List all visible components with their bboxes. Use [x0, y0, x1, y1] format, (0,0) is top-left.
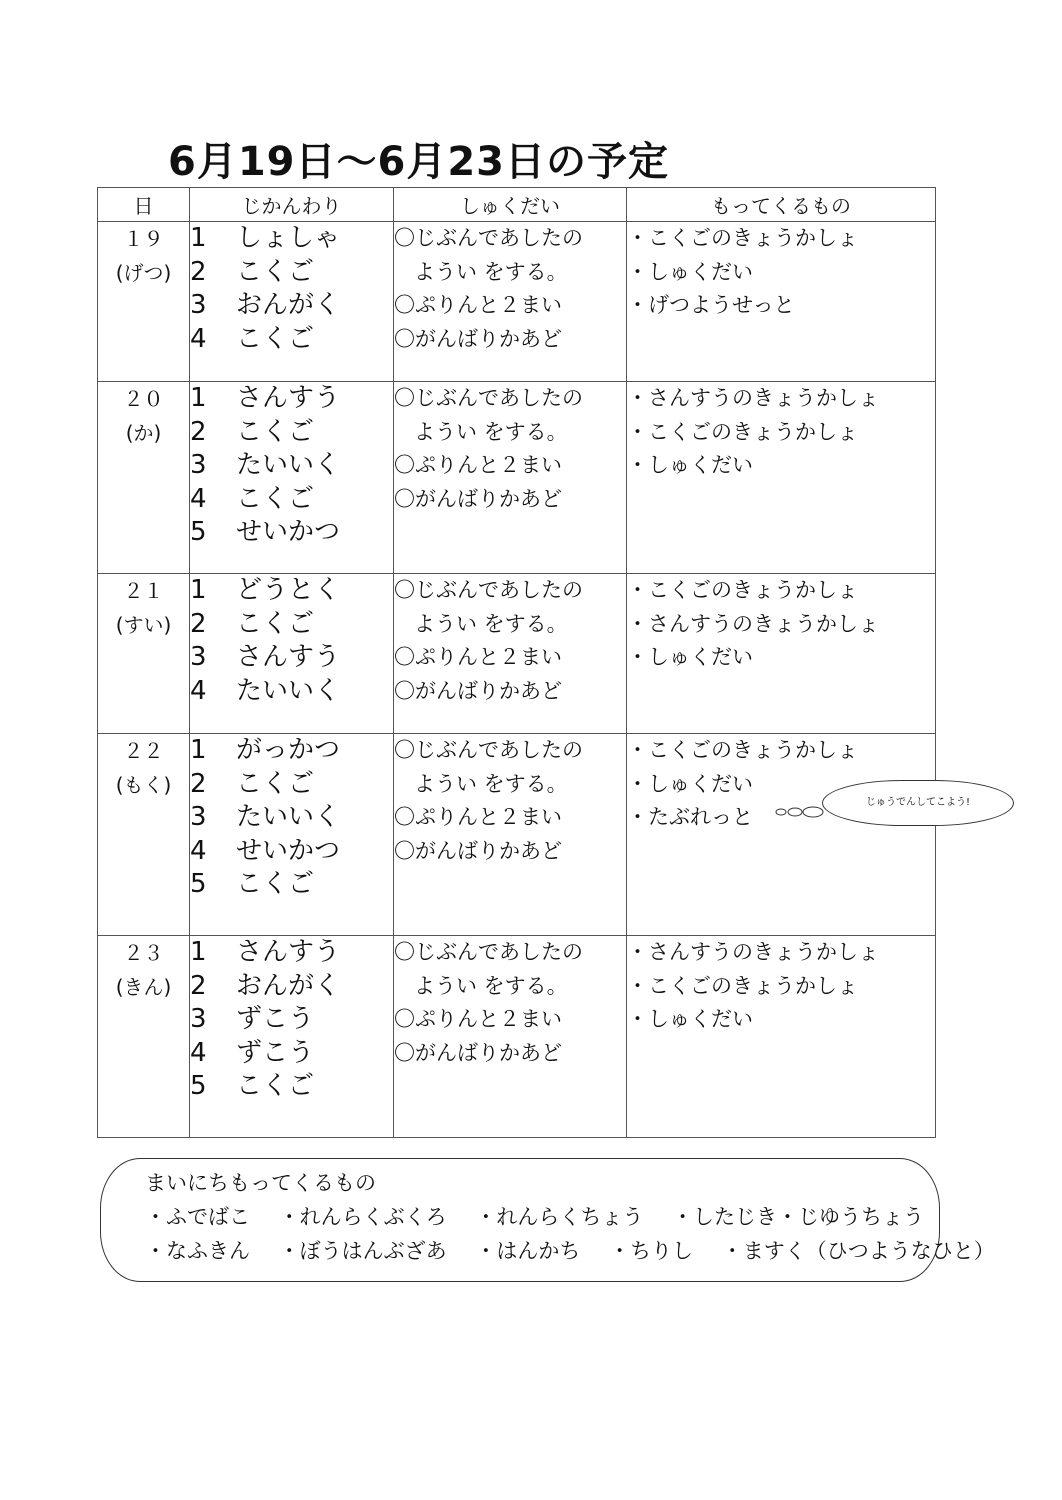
period-number: 4: [190, 323, 207, 354]
homework-item: 〇じぶんであしたの: [394, 578, 583, 602]
period-number: 3: [190, 802, 207, 832]
page-title: 6月19日～6月23日の予定: [168, 139, 669, 185]
homework-item: ようい をする。: [414, 419, 568, 444]
weekday-label: (か): [125, 421, 162, 445]
bring-item: ・さんすうのきょうかしょ: [627, 386, 879, 410]
bring-item: ・さんすうのきょうかしょ: [627, 611, 879, 636]
period-number: 2: [190, 608, 207, 639]
bring-item: ・こくごのきょうかしょ: [627, 226, 858, 250]
periods-cell: [190, 222, 394, 382]
period-subject: さんすう: [236, 937, 341, 967]
weekday-label: (もく): [115, 773, 172, 797]
period-subject: せいかつ: [236, 517, 341, 547]
bring-item: ・しゅくだい: [627, 645, 753, 669]
bring-cell: [627, 936, 936, 1138]
homework-item: 〇がんばりかあど: [394, 1040, 562, 1065]
period-subject: たいいく: [236, 675, 341, 706]
period-subject: こくご: [236, 1071, 315, 1101]
period-subject: こくご: [236, 608, 315, 639]
homework-item: 〇じぶんであしたの: [394, 226, 583, 250]
period-subject: こくご: [236, 768, 315, 799]
homework-item: 〇がんばりかあど: [394, 838, 562, 863]
homework-item: ようい をする。: [414, 771, 568, 796]
period-number: 2: [190, 416, 207, 447]
bubble-tail-icon: [775, 806, 825, 818]
period-item: [190, 1037, 393, 1071]
period-item: [190, 835, 393, 869]
bring-item: ・たぶれっと: [627, 805, 753, 829]
daily-item: ・れんらくぶくろ: [278, 1205, 447, 1229]
period-item: [190, 574, 393, 608]
period-subject: こくご: [236, 869, 315, 899]
period-item: [190, 483, 393, 517]
period-item: [190, 970, 393, 1004]
period-item: [190, 1070, 393, 1104]
date-number: ２３: [123, 941, 164, 965]
period-subject: こくご: [236, 323, 315, 354]
period-item: [190, 675, 393, 709]
daily-item: ・ちりし: [609, 1239, 694, 1263]
period-number: 5: [190, 1071, 207, 1101]
period-subject: たいいく: [236, 802, 341, 832]
period-subject: せいかつ: [236, 835, 341, 866]
bring-item: ・げつようせっと: [627, 293, 795, 317]
daily-line-2: [145, 1235, 1017, 1265]
bring-cell: [627, 382, 936, 574]
homework-item: 〇じぶんであしたの: [394, 738, 583, 762]
period-number: 4: [190, 675, 207, 706]
period-subject: どうとく: [236, 575, 341, 605]
date-number: １９: [123, 227, 164, 251]
daily-item: ・ますく（ひつようなひと）: [721, 1239, 995, 1263]
period-item: [190, 608, 393, 642]
header-homework: しゅくだい: [394, 188, 627, 222]
period-subject: さんすう: [236, 383, 341, 413]
table-row: [98, 382, 936, 574]
period-number: 4: [190, 483, 207, 514]
period-subject: こくご: [236, 256, 315, 287]
period-item: [190, 801, 393, 835]
daily-item: ・ぼうはんぶざあ: [278, 1239, 447, 1263]
daily-line-1: [145, 1201, 946, 1231]
period-number: 1: [190, 735, 207, 765]
homework-item: 〇ぷりんと２まい: [394, 453, 562, 477]
period-number: 3: [190, 642, 207, 672]
table-row: [98, 734, 936, 936]
table-row: [98, 222, 936, 382]
period-number: 3: [190, 290, 207, 320]
homework-cell: [394, 734, 627, 936]
periods-cell: [190, 936, 394, 1138]
day-cell: [98, 734, 190, 936]
weekday-label: (すい): [115, 613, 172, 637]
bring-item: ・しゅくだい: [627, 771, 753, 796]
period-number: 4: [190, 835, 207, 866]
period-subject: ずこう: [236, 1004, 315, 1034]
day-cell: [98, 936, 190, 1138]
period-number: 3: [190, 1004, 207, 1034]
bring-cell: [627, 574, 936, 734]
homework-item: 〇がんばりかあど: [394, 678, 562, 703]
homework-item: ようい をする。: [414, 973, 568, 998]
thought-bubble: じゅうでんしてこよう!: [822, 780, 1014, 826]
header-bring: もってくるもの: [627, 188, 936, 222]
bring-cell: [627, 734, 936, 936]
period-item: [190, 641, 393, 675]
homework-item: ようい をする。: [414, 259, 568, 284]
daily-item: ・はんかち: [475, 1239, 581, 1263]
period-number: 1: [190, 937, 207, 967]
period-item: [190, 1003, 393, 1037]
homework-cell: [394, 382, 627, 574]
period-item: [190, 868, 393, 902]
header-periods: じかんわり: [190, 188, 394, 222]
homework-item: 〇じぶんであしたの: [394, 386, 583, 410]
bring-item: ・しゅくだい: [627, 259, 753, 284]
period-number: 3: [190, 450, 207, 480]
day-cell: [98, 222, 190, 382]
period-item: [190, 768, 393, 802]
period-item: [190, 516, 393, 550]
homework-item: ようい をする。: [414, 611, 568, 636]
periods-cell: [190, 574, 394, 734]
bring-item: ・しゅくだい: [627, 1007, 753, 1031]
period-number: 2: [190, 256, 207, 287]
period-number: 5: [190, 517, 207, 547]
bring-item: ・しゅくだい: [627, 453, 753, 477]
date-number: ２２: [123, 739, 164, 763]
bring-item: ・こくごのきょうかしょ: [627, 738, 858, 762]
period-subject: がっかつ: [236, 735, 341, 765]
period-subject: しょしゃ: [236, 223, 341, 253]
period-number: 2: [190, 768, 207, 799]
homework-item: 〇がんばりかあど: [394, 326, 562, 351]
period-subject: たいいく: [236, 450, 341, 480]
daily-title: まいにちもってくるもの: [145, 1171, 376, 1195]
homework-item: 〇ぷりんと２まい: [394, 645, 562, 669]
daily-item: ・ふでばこ: [145, 1205, 250, 1229]
bring-cell: [627, 222, 936, 382]
homework-item: 〇じぶんであしたの: [394, 940, 583, 964]
homework-item: 〇がんばりかあど: [394, 486, 562, 511]
period-number: 1: [190, 383, 207, 413]
daily-item: ・なふきん: [145, 1239, 250, 1263]
period-number: 2: [190, 970, 207, 1001]
daily-items-box: [100, 1158, 995, 1282]
period-subject: おんがく: [236, 290, 341, 320]
bring-item: ・こくごのきょうかしょ: [627, 578, 858, 602]
weekday-label: (げつ): [115, 261, 172, 285]
day-cell: [98, 382, 190, 574]
table-row: [98, 936, 936, 1138]
table-row: [98, 574, 936, 734]
bring-item: ・さんすうのきょうかしょ: [627, 940, 879, 964]
period-item: [190, 289, 393, 323]
period-item: [190, 382, 393, 416]
homework-cell: [394, 574, 627, 734]
homework-cell: [394, 222, 627, 382]
period-subject: ずこう: [236, 1037, 315, 1068]
period-item: [190, 734, 393, 768]
period-item: [190, 449, 393, 483]
period-number: 4: [190, 1037, 207, 1068]
period-number: 5: [190, 869, 207, 899]
bring-item: ・こくごのきょうかしょ: [627, 419, 858, 444]
daily-item: ・れんらくちょう: [475, 1205, 644, 1229]
homework-item: 〇ぷりんと２まい: [394, 293, 562, 317]
homework-cell: [394, 936, 627, 1138]
date-number: ２１: [123, 579, 164, 603]
homework-item: 〇ぷりんと２まい: [394, 805, 562, 829]
period-item: [190, 416, 393, 450]
header-row: [98, 188, 936, 222]
period-subject: おんがく: [236, 970, 341, 1001]
period-item: [190, 323, 393, 357]
periods-cell: [190, 734, 394, 936]
date-number: ２０: [123, 387, 164, 411]
period-number: 1: [190, 575, 207, 605]
schedule-table: [97, 187, 936, 1138]
weekday-label: (きん): [115, 975, 172, 999]
period-item: [190, 256, 393, 290]
header-day: 日: [98, 188, 190, 222]
period-item: [190, 936, 393, 970]
periods-cell: [190, 382, 394, 574]
period-subject: さんすう: [236, 642, 341, 672]
bring-item: ・こくごのきょうかしょ: [627, 973, 858, 998]
period-subject: こくご: [236, 483, 315, 514]
period-number: 1: [190, 223, 207, 253]
daily-item: ・したじき・じゆうちょう: [672, 1205, 925, 1229]
homework-item: 〇ぷりんと２まい: [394, 1007, 562, 1031]
period-item: [190, 222, 393, 256]
period-subject: こくご: [236, 416, 315, 447]
day-cell: [98, 574, 190, 734]
